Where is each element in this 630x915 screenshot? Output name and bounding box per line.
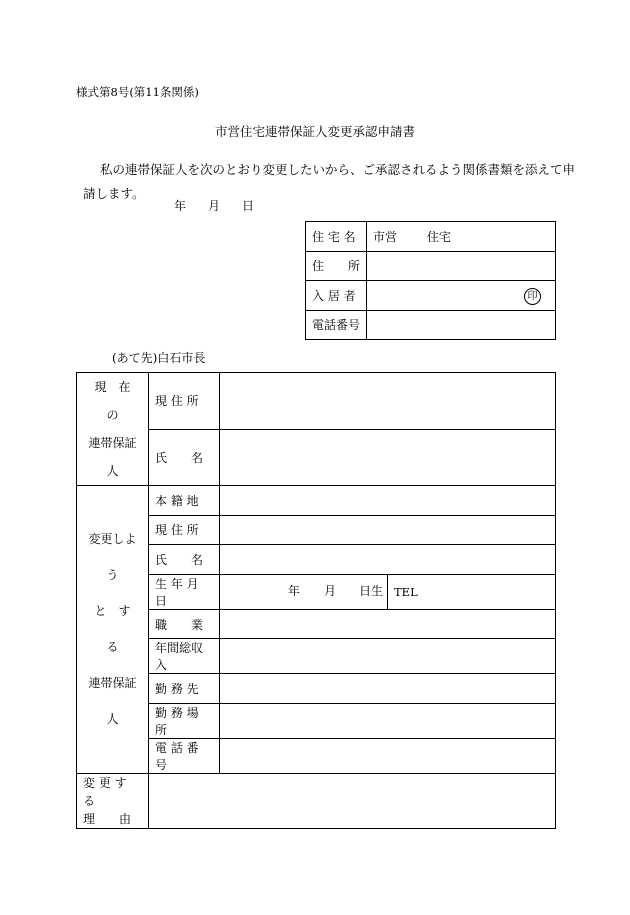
birth-day: 日生: [359, 583, 384, 598]
current-guarantor-group: [77, 373, 149, 486]
current-name-label: 氏 名: [149, 429, 220, 486]
workplace-label: 勤 務 場 所: [149, 703, 220, 738]
birthdate-field[interactable]: [220, 574, 388, 609]
occupation-label: 職 業: [149, 609, 220, 639]
date-day: 日: [242, 199, 255, 213]
applicant-phone-label: 電話番号: [306, 310, 367, 340]
date-month: 月: [208, 199, 221, 213]
employer-label: 勤 務 先: [149, 674, 220, 704]
resident-label: 入 居 者: [306, 281, 367, 311]
birth-year: 年: [288, 583, 301, 598]
domicile-field[interactable]: [220, 486, 556, 516]
residence-field[interactable]: [367, 251, 556, 281]
residence-label: 住 所: [306, 251, 367, 281]
tel-field[interactable]: [388, 574, 556, 609]
addressee: (あて先)白石市長: [112, 351, 206, 365]
housing-name-label: 住 宅 名: [306, 222, 367, 252]
birth-month: 月: [324, 583, 337, 598]
housing-name-prefix: 市営: [373, 229, 398, 244]
occupation-field[interactable]: [220, 609, 556, 639]
reason-label: [77, 773, 149, 828]
applicant-phone-field[interactable]: [367, 310, 556, 340]
current-guarantor-line1: 現 在 の: [94, 380, 143, 422]
income-label: 年間総収入: [149, 639, 220, 674]
application-statement: [83, 158, 576, 206]
housing-name-field[interactable]: [367, 222, 556, 252]
seal-mark: 印: [524, 288, 541, 305]
new-guarantor-group: [77, 486, 149, 774]
reason-line1: 変 更 す る: [83, 775, 127, 808]
date-year: 年: [174, 199, 187, 213]
new-guarantor-line3: 連帯保証人: [88, 676, 137, 727]
document-title: 市営住宅連帯保証人変更承認申請書: [214, 124, 415, 139]
new-name-label: 氏 名: [149, 545, 220, 575]
current-guarantor-line2: 連帯保証人: [88, 436, 137, 478]
current-name-field[interactable]: [220, 429, 556, 486]
guarantor-table: [76, 372, 556, 829]
statement-line-1: 私の連帯保証人を次のとおり変更したいから、ご承認されるよう関係書類を添えて申: [100, 162, 576, 177]
new-phone-label: 電 話 番 号: [149, 738, 220, 773]
reason-field[interactable]: [149, 773, 556, 828]
workplace-field[interactable]: [220, 703, 556, 738]
new-address-label: 現 住 所: [149, 515, 220, 545]
income-field[interactable]: [220, 639, 556, 674]
new-address-field[interactable]: [220, 515, 556, 545]
statement-line-2: 請します。: [83, 186, 145, 201]
new-guarantor-line2: と す る: [94, 604, 143, 655]
applicant-table: [305, 221, 556, 340]
form-number: 様式第8号(第11条関係): [76, 85, 199, 99]
tel-label: TEL: [394, 584, 418, 599]
new-guarantor-line1: 変更しよう: [88, 532, 137, 583]
housing-name-suffix: 住宅: [426, 229, 451, 244]
resident-field[interactable]: [367, 281, 556, 311]
domicile-label: 本 籍 地: [149, 486, 220, 516]
employer-field[interactable]: [220, 674, 556, 704]
new-phone-field[interactable]: [220, 738, 556, 773]
new-name-field[interactable]: [220, 545, 556, 575]
current-address-label: 現 住 所: [149, 373, 220, 430]
reason-line2: 理 由: [83, 811, 132, 826]
birthdate-label: 生 年 月 日: [149, 574, 220, 609]
current-address-field[interactable]: [220, 373, 556, 430]
